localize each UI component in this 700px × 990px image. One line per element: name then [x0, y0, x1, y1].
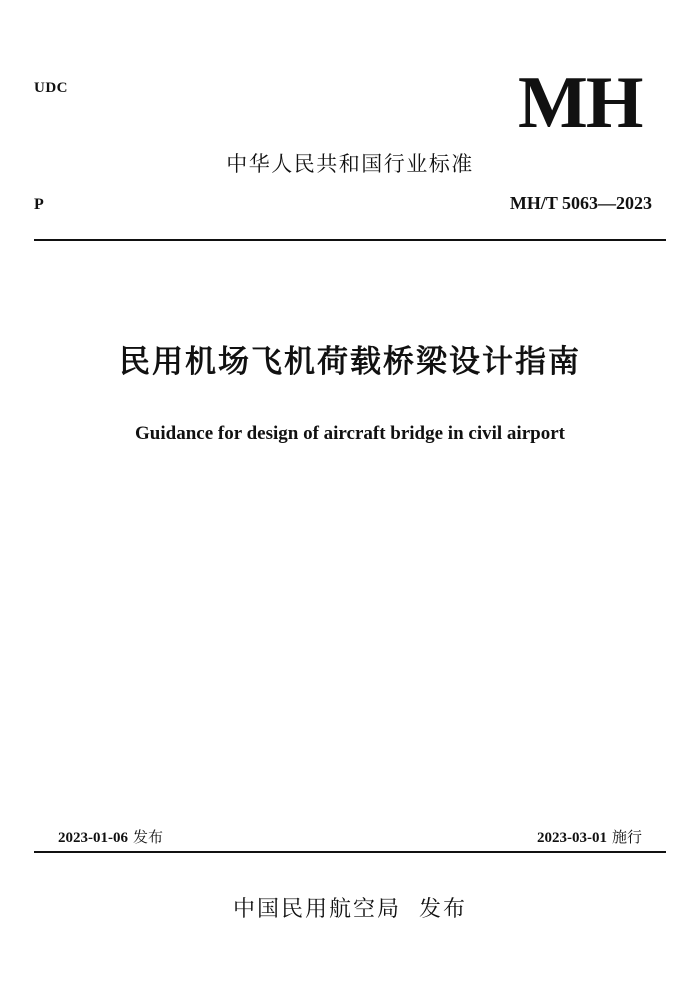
implement-date: 2023-03-01 — [536, 830, 607, 846]
udc-label: UDC — [34, 80, 68, 96]
standard-number: MH/T 5063—2023 — [509, 193, 652, 213]
implement-date-block — [537, 826, 642, 847]
document-title-cn: 民用机场飞机荷载桥梁设计指南 — [119, 344, 581, 380]
issue-date-block — [58, 826, 163, 847]
issue-label: 发布 — [133, 828, 164, 846]
standard-type-title: 中华人民共和国行业标准 — [226, 152, 474, 176]
category-code: P — [34, 196, 44, 213]
document-title-en: Guidance for design of aircraft bridge in civil airport — [135, 423, 565, 444]
top-divider — [34, 239, 666, 241]
implement-label: 施行 — [611, 828, 642, 846]
publisher: 中国民用航空局 发布 — [233, 897, 467, 922]
bottom-divider — [34, 851, 666, 853]
mh-logo: MH — [518, 62, 642, 144]
issue-date: 2023-01-06 — [58, 830, 128, 846]
